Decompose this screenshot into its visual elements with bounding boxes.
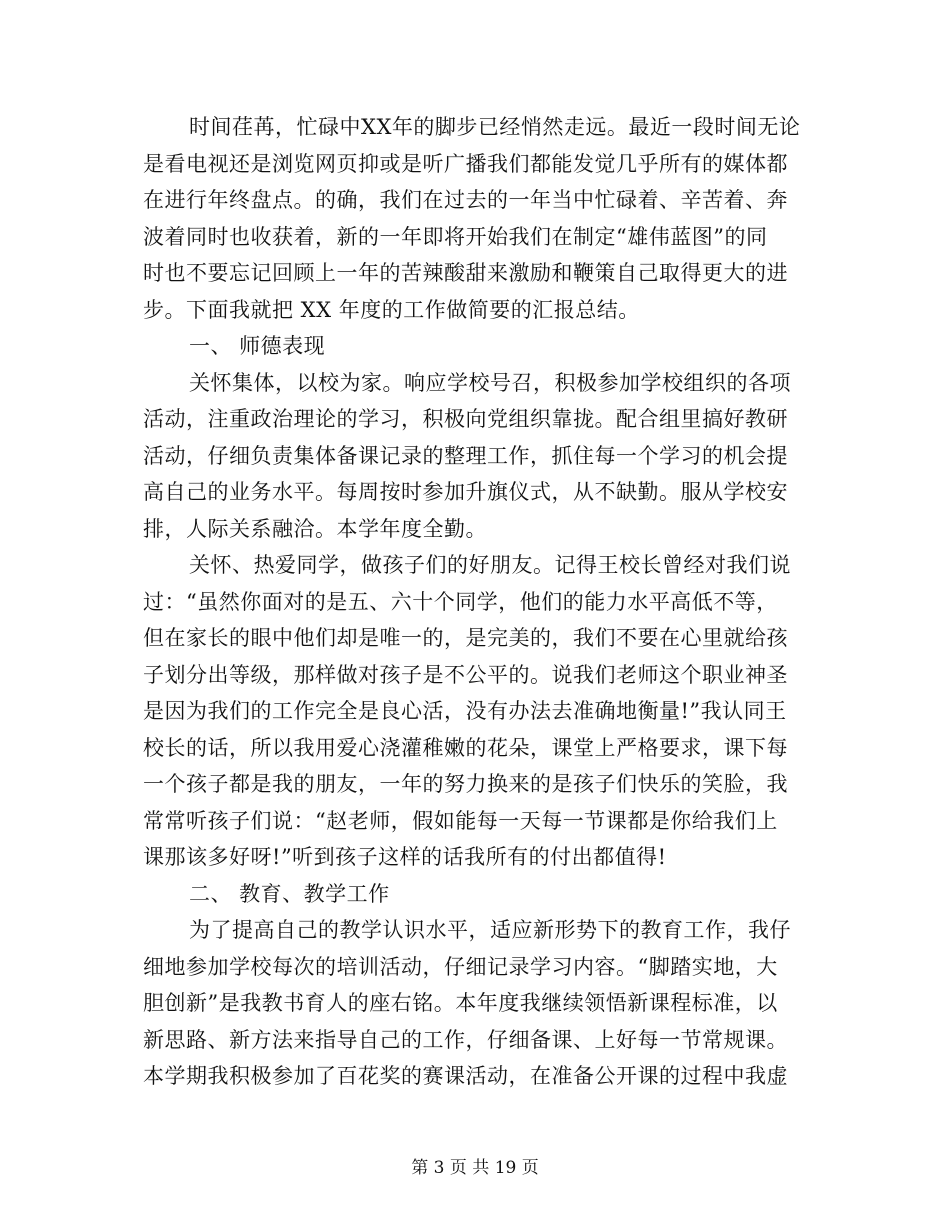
- page-number-footer: 第 3 页 共 19 页: [411, 1158, 539, 1178]
- text-line: 过：“虽然你面对的是五、六十个同学，他们的能力水平高低不等，: [143, 589, 778, 614]
- text-line: 时间荏苒，忙碌中XX年的脚步已经悄然走远。最近一段时间无论: [189, 115, 801, 139]
- text-line: 子划分出等级，那样做对孩子是不公平的。说我们老师这个职业神圣: [143, 662, 788, 687]
- text-line: 新思路、新方法来指导自己的工作，仔细备课、上好每一节常规课。: [143, 1027, 788, 1052]
- text-line: 波着同时也收获着，新的一年即将开始我们在制定“雄伟蓝图”的同: [143, 224, 768, 249]
- text-line: 排，人际关系融洽。本学年度全勤。: [143, 516, 487, 541]
- text-line: 胆创新”是我教书育人的座右铭。本年度我继续领悟新课程标准，以: [143, 991, 778, 1015]
- text-line: 是看电视还是浏览网页抑或是听广播我们都能发觉几乎所有的媒体都: [143, 151, 788, 176]
- text-line: 高自己的业务水平。每周按时参加升旗仪式，从不缺勤。服从学校安: [143, 480, 788, 504]
- text-line: 课那该多好呀!”听到孩子这样的话我所有的付出都值得!: [143, 845, 667, 869]
- section-heading: 二、 教育、教学工作: [189, 881, 390, 906]
- text-line: 步。下面我就把 XX 年度的工作做简要的汇报总结。: [143, 297, 640, 322]
- text-line: 一个孩子都是我的朋友，一年的努力换来的是孩子们快乐的笑脸，我: [143, 772, 788, 796]
- text-line: 校长的话，所以我用爱心浇灌稚嫩的花朵，课堂上严格要求，课下每: [143, 735, 788, 760]
- text-line: 活动，仔细负责集体备课记录的整理工作，抓住每一个学习的机会提: [143, 443, 788, 468]
- text-line: 关怀、热爱同学，做孩子们的好朋友。记得王校长曾经对我们说: [189, 553, 791, 577]
- text-line: 常常听孩子们说：“赵老师，假如能每一天每一节课都是你给我们上: [143, 808, 778, 833]
- text-line: 时也不要忘记回顾上一年的苦辣酸甜来激励和鞭策自己取得更大的进: [143, 261, 788, 285]
- text-line: 关怀集体，以校为家。响应学校号召，积极参加学校组织的各项: [189, 370, 791, 395]
- text-line: 但在家长的眼中他们却是唯一的，是完美的，我们不要在心里就给孩: [143, 626, 788, 650]
- text-line: 活动，注重政治理论的学习，积极向党组织靠拢。配合组里搞好教研: [143, 407, 788, 431]
- text-line: 为了提高自己的教学认识水平，适应新形势下的教育工作，我仔: [189, 918, 791, 942]
- text-line: 本学期我积极参加了百花奖的赛课活动，在准备公开课的过程中我虚: [143, 1064, 788, 1088]
- text-line: 在进行年终盘点。的确，我们在过去的一年当中忙碌着、辛苦着、奔: [143, 188, 788, 212]
- text-line: 细地参加学校每次的培训活动，仔细记录学习内容。“脚踏实地，大: [143, 954, 778, 979]
- section-heading: 一、 师德表现: [189, 334, 326, 358]
- text-line: 是因为我们的工作完全是良心活，没有办法去准确地衡量!”我认同王: [143, 699, 787, 723]
